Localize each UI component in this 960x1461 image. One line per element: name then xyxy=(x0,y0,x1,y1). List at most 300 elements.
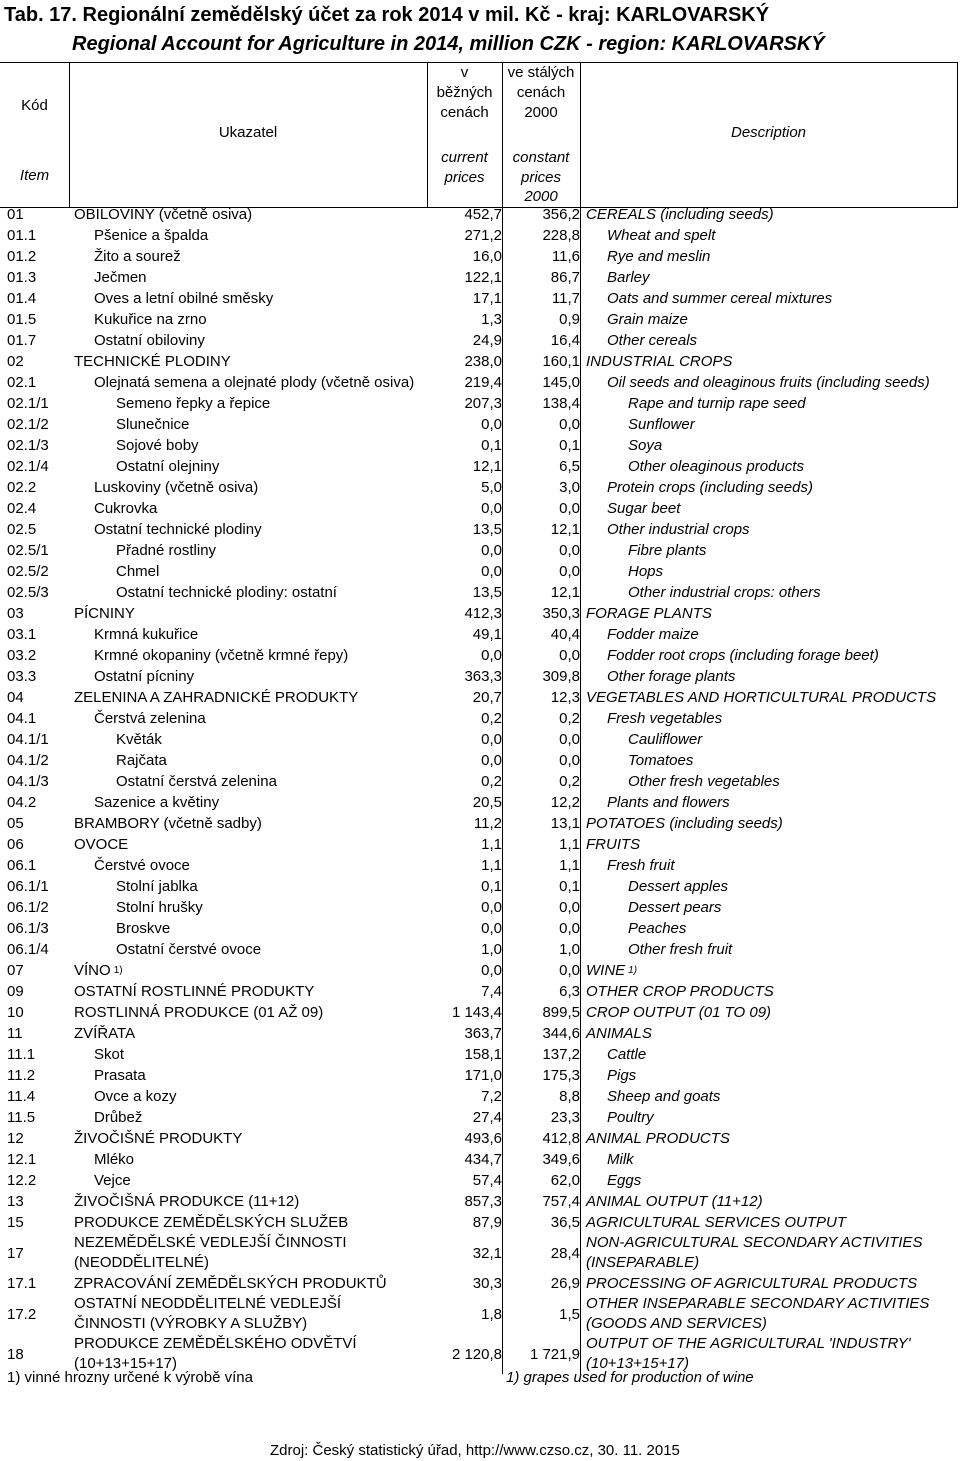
row-current-prices-text: 434,7 xyxy=(464,1151,502,1168)
row-code-text: 06.1/4 xyxy=(7,941,49,958)
row-indicator xyxy=(116,393,270,414)
row-current-prices xyxy=(400,960,502,981)
row-constant-prices-text: 138,4 xyxy=(542,395,580,412)
row-code-text: 01.5 xyxy=(7,311,37,328)
row-code xyxy=(7,603,24,624)
row-code-text: 17.1 xyxy=(7,1275,37,1292)
row-constant-prices-text: 0,0 xyxy=(559,752,580,769)
page-subtitle: Regional Account for Agriculture in 2014, million CZK - region: KARLOVARSKÝ xyxy=(72,33,825,55)
row-indicator-text: Cukrovka xyxy=(94,499,158,517)
row-indicator xyxy=(74,1023,135,1044)
row-constant-prices xyxy=(502,1273,580,1294)
row-description-text: Fibre plants xyxy=(628,541,707,559)
row-indicator xyxy=(116,414,189,435)
row-description xyxy=(586,1002,771,1023)
row-constant-prices-text: 0,0 xyxy=(559,920,580,937)
row-constant-prices-text: 12,3 xyxy=(550,689,580,706)
row-description-text: Other fresh vegetables xyxy=(628,772,780,790)
row-description xyxy=(628,582,821,603)
row-description xyxy=(607,855,675,876)
row-code xyxy=(7,246,36,267)
row-description xyxy=(607,309,688,330)
row-description-text: CEREALS (including seeds) xyxy=(586,205,774,223)
row-constant-prices xyxy=(502,225,580,246)
row-current-prices-text: 493,6 xyxy=(464,1130,502,1147)
row-code xyxy=(7,729,49,750)
row-constant-prices-text: 3,0 xyxy=(559,479,580,496)
row-current-prices xyxy=(400,897,502,918)
row-code-text: 06 xyxy=(7,836,24,853)
column-divider xyxy=(580,561,581,582)
row-code-text: 06.1 xyxy=(7,857,37,874)
row-constant-prices-text: 0,2 xyxy=(559,710,580,727)
row-code-text: 04.1 xyxy=(7,710,37,727)
row-constant-prices xyxy=(502,456,580,477)
row-indicator xyxy=(94,855,190,876)
row-description xyxy=(628,540,706,561)
row-current-prices xyxy=(400,393,502,414)
column-divider xyxy=(580,1002,581,1023)
row-current-prices xyxy=(400,918,502,939)
row-indicator-text: Ostatní pícniny xyxy=(94,667,195,685)
row-constant-prices xyxy=(502,834,580,855)
row-description xyxy=(586,687,936,708)
row-description-text: POTATOES (including seeds) xyxy=(586,814,783,832)
row-description-text: Grain maize xyxy=(607,310,688,328)
row-indicator xyxy=(116,939,261,960)
table-row xyxy=(0,876,960,897)
row-constant-prices-text: 0,0 xyxy=(559,899,580,916)
row-current-prices-text: 1,1 xyxy=(481,857,502,874)
table-row xyxy=(0,498,960,519)
header-constant-en-2: prices xyxy=(520,169,561,186)
row-constant-prices-text: 899,5 xyxy=(542,1004,580,1021)
row-current-prices xyxy=(400,771,502,792)
row-indicator-text: Ostatní technické plodiny xyxy=(94,520,262,538)
row-current-prices-text: 7,4 xyxy=(481,983,502,1000)
row-description-text: VEGETABLES AND HORTICULTURAL PRODUCTS xyxy=(586,688,937,706)
row-current-prices xyxy=(400,792,502,813)
row-code-text: 06.1/3 xyxy=(7,920,49,937)
table-row xyxy=(0,855,960,876)
row-constant-prices-text: 0,0 xyxy=(559,416,580,433)
row-code xyxy=(7,1294,36,1334)
row-current-prices-text: 122,1 xyxy=(464,269,502,286)
row-code xyxy=(7,855,36,876)
row-description-text: Rye and meslin xyxy=(607,247,711,265)
row-constant-prices xyxy=(502,624,580,645)
row-constant-prices xyxy=(502,960,580,981)
row-current-prices xyxy=(400,519,502,540)
row-description-text: Fresh fruit xyxy=(607,856,675,874)
row-code xyxy=(7,498,36,519)
header-current-en-1: current xyxy=(441,149,488,166)
row-current-prices xyxy=(400,1065,502,1086)
row-current-prices-text: 32,1 xyxy=(472,1244,502,1262)
row-constant-prices xyxy=(502,603,580,624)
row-indicator-text: TECHNICKÉ PLODINY xyxy=(74,352,231,370)
table-row xyxy=(0,1149,960,1170)
row-description xyxy=(628,939,732,960)
row-constant-prices-text: 0,0 xyxy=(559,962,580,979)
row-indicator-text: ŽIVOČIŠNÁ PRODUKCE (11+12) xyxy=(74,1192,300,1210)
row-code xyxy=(7,792,36,813)
table-row xyxy=(0,1170,960,1191)
table-row xyxy=(0,246,960,267)
table-row xyxy=(0,435,960,456)
row-current-prices-text: 0,1 xyxy=(481,437,502,454)
row-current-prices xyxy=(400,330,502,351)
row-description xyxy=(607,477,813,498)
row-constant-prices xyxy=(502,498,580,519)
row-constant-prices xyxy=(502,1334,580,1374)
row-current-prices xyxy=(400,1044,502,1065)
row-indicator-line-1: PRODUKCE ZEMĚDĚLSKÉHO ODVĚTVÍ xyxy=(74,1335,357,1352)
row-constant-prices xyxy=(502,1044,580,1065)
row-indicator-text: Čerstvá zelenina xyxy=(94,709,206,727)
row-indicator xyxy=(74,1233,347,1273)
row-indicator xyxy=(94,1065,146,1086)
header-constant-cz-1: ve stálých xyxy=(507,64,575,81)
row-description-text: Other industrial crops: others xyxy=(628,583,821,601)
row-indicator xyxy=(94,372,414,393)
row-description xyxy=(607,225,715,246)
table-row xyxy=(0,1191,960,1212)
row-description xyxy=(586,204,774,225)
row-constant-prices xyxy=(502,813,580,834)
row-description-text: Sugar beet xyxy=(607,499,681,517)
row-indicator-text: Pšenice a špalda xyxy=(94,226,209,244)
row-description-text: Sunflower xyxy=(628,415,695,433)
row-current-prices-text: 5,0 xyxy=(481,479,502,496)
row-constant-prices xyxy=(502,267,580,288)
row-current-prices xyxy=(400,624,502,645)
row-description xyxy=(607,1086,720,1107)
row-current-prices-text: 219,4 xyxy=(464,374,502,391)
header-constant-cz-2: cenách xyxy=(516,84,566,101)
row-code xyxy=(7,561,49,582)
column-divider xyxy=(580,393,581,414)
row-current-prices xyxy=(400,435,502,456)
column-divider xyxy=(580,204,581,225)
row-code-text: 04.1/3 xyxy=(7,773,49,790)
table-row xyxy=(0,687,960,708)
row-constant-prices-text: 0,0 xyxy=(559,647,580,664)
row-constant-prices-text: 175,3 xyxy=(542,1067,580,1084)
header-ukazatel: Ukazatel xyxy=(218,124,278,141)
row-current-prices xyxy=(400,750,502,771)
header-current-en-2: prices xyxy=(444,169,485,186)
row-code xyxy=(7,582,49,603)
column-divider xyxy=(580,1191,581,1212)
row-constant-prices-text: 62,0 xyxy=(550,1172,580,1189)
header-kod: Kód xyxy=(21,97,48,114)
row-code xyxy=(7,750,49,771)
table-row xyxy=(0,393,960,414)
row-current-prices xyxy=(400,1107,502,1128)
row-indicator xyxy=(94,666,194,687)
row-indicator-text: BRAMBORY (včetně sadby) xyxy=(74,814,262,832)
row-code-text: 11.5 xyxy=(7,1109,36,1126)
row-description xyxy=(586,603,712,624)
row-current-prices-text: 0,0 xyxy=(481,416,502,433)
row-current-prices-text: 57,4 xyxy=(472,1172,502,1189)
row-description-text: Oil seeds and oleaginous fruits (including seeds) xyxy=(607,373,930,391)
table-row xyxy=(0,792,960,813)
row-current-prices-text: 30,3 xyxy=(472,1275,502,1292)
table-row xyxy=(0,708,960,729)
row-constant-prices-text: 0,0 xyxy=(559,731,580,748)
row-code-text: 01.3 xyxy=(7,269,37,286)
row-description-text: Poultry xyxy=(607,1108,654,1126)
row-constant-prices xyxy=(502,435,580,456)
table-row xyxy=(0,939,960,960)
row-indicator xyxy=(74,1191,299,1212)
row-code xyxy=(7,414,49,435)
row-indicator-text: OBILOVINY (včetně osiva) xyxy=(74,205,253,223)
row-current-prices-text: 0,0 xyxy=(481,962,502,979)
row-current-prices-text: 17,1 xyxy=(472,290,502,307)
row-code-text: 06.1/2 xyxy=(7,899,49,916)
data-table-body xyxy=(0,204,960,1374)
row-code-text: 02.5/3 xyxy=(7,584,49,601)
row-code-text: 15 xyxy=(7,1214,24,1231)
row-code xyxy=(7,939,49,960)
row-description-line-2: (GOODS AND SERVICES) xyxy=(586,1315,767,1332)
row-description-text: Fodder maize xyxy=(607,625,699,643)
row-current-prices xyxy=(400,561,502,582)
row-code-text: 01.4 xyxy=(7,290,37,307)
row-code-text: 01.2 xyxy=(7,248,37,265)
row-indicator xyxy=(94,645,348,666)
row-constant-prices-text: 160,1 xyxy=(542,353,580,370)
row-current-prices-text: 0,0 xyxy=(481,542,502,559)
row-indicator xyxy=(94,330,205,351)
row-current-prices xyxy=(400,876,502,897)
row-current-prices xyxy=(400,372,502,393)
row-current-prices-text: 2 120,8 xyxy=(451,1345,502,1363)
row-indicator xyxy=(94,309,207,330)
row-constant-prices xyxy=(502,1170,580,1191)
row-description-text: Cauliflower xyxy=(628,730,703,748)
row-code-text: 17.2 xyxy=(7,1305,37,1323)
row-code-text: 04.1/1 xyxy=(7,731,49,748)
row-constant-prices xyxy=(502,414,580,435)
table-row xyxy=(0,1044,960,1065)
row-code xyxy=(7,1065,35,1086)
row-description-text: Eggs xyxy=(607,1171,642,1189)
row-description xyxy=(607,267,650,288)
table-row xyxy=(0,330,960,351)
column-divider xyxy=(580,225,581,246)
row-current-prices-text: 0,0 xyxy=(481,899,502,916)
row-description-text: Fodder root crops (including forage beet) xyxy=(607,646,879,664)
row-code-text: 02.5/2 xyxy=(7,563,49,580)
row-description-text: PROCESSING OF AGRICULTURAL PRODUCTS xyxy=(586,1274,918,1292)
column-divider xyxy=(580,330,581,351)
row-code xyxy=(7,1273,36,1294)
row-code-text: 04 xyxy=(7,689,24,706)
row-current-prices-text: 1 143,4 xyxy=(451,1004,502,1021)
row-constant-prices-text: 0,1 xyxy=(559,437,580,454)
row-indicator xyxy=(74,1294,341,1334)
row-constant-prices xyxy=(502,204,580,225)
row-constant-prices xyxy=(502,855,580,876)
row-indicator-text: Luskoviny (včetně osiva) xyxy=(94,478,259,496)
row-description-text: ANIMALS xyxy=(586,1024,652,1042)
row-constant-prices-text: 0,1 xyxy=(559,878,580,895)
row-indicator-text: Ostatní čerstvá zelenina xyxy=(116,772,277,790)
row-indicator xyxy=(74,1273,387,1294)
table-row xyxy=(0,1107,960,1128)
row-indicator xyxy=(94,1170,131,1191)
table-row xyxy=(0,1334,960,1374)
table-row xyxy=(0,771,960,792)
row-code-text: 10 xyxy=(7,1004,24,1021)
row-description xyxy=(586,1273,917,1294)
row-code-text: 07 xyxy=(7,962,24,979)
row-current-prices xyxy=(400,456,502,477)
row-indicator xyxy=(94,1044,124,1065)
row-code-text: 04.2 xyxy=(7,794,37,811)
row-current-prices xyxy=(400,288,502,309)
row-constant-prices-text: 28,4 xyxy=(550,1244,580,1262)
row-constant-prices xyxy=(502,582,580,603)
row-current-prices xyxy=(400,666,502,687)
row-indicator xyxy=(74,981,314,1002)
row-indicator-text: Oves a letní obilné směsky xyxy=(94,289,274,307)
table-row xyxy=(0,204,960,225)
row-constant-prices-text: 137,2 xyxy=(542,1046,580,1063)
row-current-prices-text: 11,2 xyxy=(473,815,502,832)
header-current-cz-3: cenách xyxy=(440,104,489,121)
row-description xyxy=(607,645,879,666)
row-description-text: Hops xyxy=(628,562,664,580)
row-current-prices xyxy=(400,477,502,498)
row-constant-prices-text: 6,5 xyxy=(559,458,580,475)
row-description-text: Oats and summer cereal mixtures xyxy=(607,289,833,307)
row-constant-prices-text: 0,0 xyxy=(559,563,580,580)
row-current-prices-text: 207,3 xyxy=(464,395,502,412)
row-current-prices xyxy=(400,1023,502,1044)
row-code xyxy=(7,645,36,666)
row-indicator xyxy=(116,540,216,561)
row-constant-prices xyxy=(502,687,580,708)
row-code xyxy=(7,372,36,393)
row-constant-prices-text: 1,5 xyxy=(559,1305,580,1323)
table-row xyxy=(0,540,960,561)
row-code-text: 02.4 xyxy=(7,500,37,517)
row-code-text: 17 xyxy=(7,1244,24,1262)
row-description xyxy=(607,519,750,540)
row-code-text: 01.1 xyxy=(7,227,37,244)
column-divider xyxy=(580,414,581,435)
row-code xyxy=(7,1002,24,1023)
row-current-prices-text: 20,7 xyxy=(472,689,502,706)
row-constant-prices xyxy=(502,309,580,330)
column-divider xyxy=(580,750,581,771)
row-current-prices-text: 49,1 xyxy=(472,626,502,643)
column-divider xyxy=(580,1065,581,1086)
row-description-text: Other cereals xyxy=(607,331,698,349)
row-description xyxy=(628,771,780,792)
row-constant-prices xyxy=(502,666,580,687)
row-constant-prices-text: 11,7 xyxy=(551,290,580,307)
row-description xyxy=(607,708,722,729)
row-current-prices xyxy=(400,498,502,519)
row-indicator xyxy=(116,897,203,918)
table-row xyxy=(0,666,960,687)
column-divider xyxy=(580,1170,581,1191)
row-description-text: Rape and turnip rape seed xyxy=(628,394,806,412)
row-current-prices xyxy=(400,1086,502,1107)
row-indicator xyxy=(74,834,128,855)
row-indicator-text: Krmná kukuřice xyxy=(94,625,199,643)
row-description-text: OTHER CROP PRODUCTS xyxy=(586,982,774,1000)
row-description-text: Other industrial crops xyxy=(607,520,750,538)
row-description xyxy=(607,498,680,519)
row-indicator xyxy=(94,498,157,519)
row-indicator xyxy=(116,771,277,792)
row-current-prices-text: 7,2 xyxy=(481,1088,502,1105)
row-indicator-text: Semeno řepky a řepice xyxy=(116,394,271,412)
row-current-prices xyxy=(400,1002,502,1023)
table-row xyxy=(0,288,960,309)
row-indicator-text: Ostatní technické plodiny: ostatní xyxy=(116,583,337,601)
row-current-prices xyxy=(400,1191,502,1212)
table-row xyxy=(0,1086,960,1107)
row-current-prices-text: 87,9 xyxy=(472,1214,502,1231)
row-current-prices-text: 0,0 xyxy=(481,731,502,748)
row-indicator xyxy=(74,351,231,372)
table-row xyxy=(0,624,960,645)
row-constant-prices xyxy=(502,393,580,414)
row-indicator-text: Slunečnice xyxy=(116,415,190,433)
row-constant-prices-text: 349,6 xyxy=(542,1151,580,1168)
row-current-prices xyxy=(400,204,502,225)
row-constant-prices xyxy=(502,1107,580,1128)
row-indicator-text: OVOCE xyxy=(74,835,129,853)
column-divider xyxy=(580,708,581,729)
column-divider xyxy=(580,792,581,813)
row-description xyxy=(586,1334,911,1374)
row-current-prices xyxy=(400,1170,502,1191)
row-indicator xyxy=(94,624,198,645)
row-current-prices xyxy=(400,1334,502,1374)
row-constant-prices-text: 26,9 xyxy=(550,1275,580,1292)
row-current-prices xyxy=(400,1233,502,1273)
table-row xyxy=(0,960,960,981)
row-constant-prices xyxy=(502,876,580,897)
row-description: WINE 1) xyxy=(586,961,638,979)
row-indicator-text: VÍNO xyxy=(74,961,111,979)
row-code xyxy=(7,330,36,351)
row-current-prices xyxy=(400,1294,502,1334)
row-description-text: Other forage plants xyxy=(607,667,736,685)
row-current-prices xyxy=(400,351,502,372)
row-indicator-text: Stolní jablka xyxy=(116,877,198,895)
row-indicator xyxy=(74,1212,348,1233)
row-constant-prices-text: 228,8 xyxy=(542,227,580,244)
row-constant-prices-text: 12,1 xyxy=(550,521,580,538)
row-current-prices-text: 1,1 xyxy=(481,836,502,853)
row-constant-prices xyxy=(502,645,580,666)
row-code-text: 03 xyxy=(7,605,24,622)
row-constant-prices-text: 309,8 xyxy=(542,668,580,685)
row-indicator-text: Ječmen xyxy=(94,268,147,286)
row-description-text: Protein crops (including seeds) xyxy=(607,478,813,496)
row-indicator-text: Sazenice a květiny xyxy=(94,793,220,811)
